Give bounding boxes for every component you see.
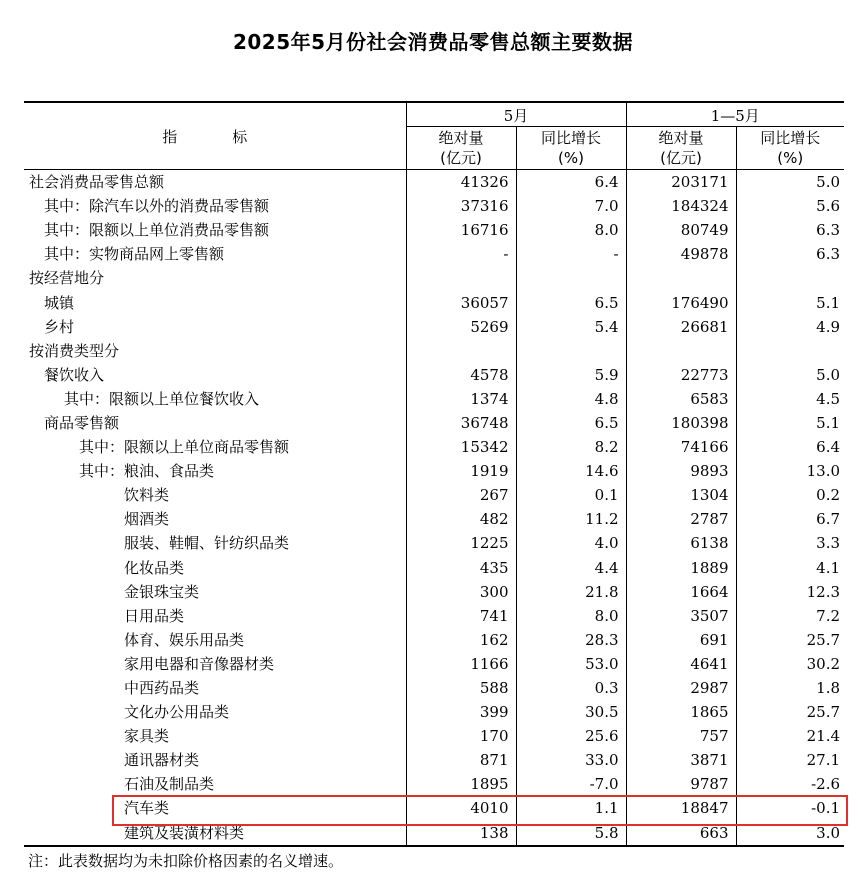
ytd-abs-header: 绝对量 (亿元) xyxy=(626,127,736,170)
month-abs-cell: 16716 xyxy=(406,218,516,242)
ytd-abs-cell: 203171 xyxy=(626,170,736,195)
month-abs-cell: 138 xyxy=(406,821,516,846)
month-yoy-cell: 25.6 xyxy=(516,724,626,748)
ytd-abs-cell: 176490 xyxy=(626,290,736,314)
ytd-yoy-cell: 25.7 xyxy=(806,703,841,722)
row-label: 体育、娱乐用品类 xyxy=(24,628,406,652)
month-abs-cell: 37316 xyxy=(406,194,516,218)
month-abs-cell: 4578 xyxy=(406,363,516,387)
ytd-group-header: 1—5月 xyxy=(626,102,844,127)
retail-sales-table xyxy=(24,101,844,847)
row-label: 化妆品类 xyxy=(24,556,406,580)
table-row xyxy=(24,676,844,700)
row-label: 其中：除汽车以外的消费品零售额 xyxy=(24,194,406,218)
ytd-yoy-cell: 3.3 xyxy=(816,534,841,553)
month-yoy-cell: - xyxy=(516,242,626,266)
month-abs-cell: 15342 xyxy=(406,435,516,459)
ytd-abs-cell: 6138 xyxy=(626,531,736,555)
row-label: 商品零售额 xyxy=(24,411,406,435)
row-label: 其中：限额以上单位消费品零售额 xyxy=(24,218,406,242)
ytd-yoy-cell: 12.3 xyxy=(806,582,841,601)
month-yoy-cell: 28.3 xyxy=(516,628,626,652)
month-yoy-cell: 4.8 xyxy=(516,387,626,411)
ytd-yoy-cell: 4.1 xyxy=(816,558,841,577)
row-label: 汽车类 xyxy=(24,796,406,820)
table-row xyxy=(24,628,844,652)
month-abs-cell: 741 xyxy=(406,604,516,628)
ytd-yoy-cell: 6.3 xyxy=(816,221,841,240)
table-row-highlighted xyxy=(24,796,844,820)
ytd-abs-cell: 1304 xyxy=(626,483,736,507)
month-yoy-cell: 21.8 xyxy=(516,580,626,604)
indicator-header: 指 标 xyxy=(24,102,406,170)
table-row xyxy=(24,170,844,195)
month-yoy-cell: 5.9 xyxy=(516,363,626,387)
ytd-yoy-cell: 4.9 xyxy=(816,317,841,336)
ytd-yoy-cell: 6.7 xyxy=(816,510,841,529)
row-label: 服装、鞋帽、针纺织品类 xyxy=(24,531,406,555)
month-abs-cell: 5269 xyxy=(406,315,516,339)
month-yoy-cell: 8.0 xyxy=(516,218,626,242)
ytd-yoy-header: 同比增长 (%) xyxy=(736,127,844,170)
table-row xyxy=(24,218,844,242)
month-yoy-cell: 0.3 xyxy=(516,676,626,700)
row-label: 餐饮收入 xyxy=(24,363,406,387)
month-yoy-cell: 1.1 xyxy=(516,796,626,820)
page-title: 2025年5月份社会消费品零售总额主要数据 xyxy=(232,30,634,54)
month-abs-cell: 1166 xyxy=(406,652,516,676)
month-abs-cell: 1374 xyxy=(406,387,516,411)
month-abs-cell: 162 xyxy=(406,628,516,652)
ytd-abs-cell: 663 xyxy=(626,821,736,846)
row-label: 城镇 xyxy=(24,290,406,314)
month-yoy-cell: 5.4 xyxy=(516,315,626,339)
month-yoy-cell: 53.0 xyxy=(516,652,626,676)
ytd-abs-cell: 4641 xyxy=(626,652,736,676)
ytd-abs-cell: 180398 xyxy=(626,411,736,435)
month-abs-cell: 4010 xyxy=(406,796,516,820)
month-yoy-cell: 0.1 xyxy=(516,483,626,507)
section-label: 按消费类型分 xyxy=(24,339,406,363)
month-yoy-cell: 6.5 xyxy=(516,411,626,435)
month-abs-cell: 300 xyxy=(406,580,516,604)
row-label: 其中：粮油、食品类 xyxy=(24,459,406,483)
table-row xyxy=(24,604,844,628)
ytd-abs-cell: 184324 xyxy=(626,194,736,218)
table-row xyxy=(24,556,844,580)
month-abs-cell xyxy=(406,339,516,363)
ytd-abs-cell xyxy=(626,266,736,290)
table-row xyxy=(24,580,844,604)
ytd-abs-cell: 1865 xyxy=(626,700,736,724)
row-label: 文化办公用品类 xyxy=(24,700,406,724)
ytd-yoy-cell: 5.0 xyxy=(816,365,841,384)
ytd-abs-cell: 691 xyxy=(626,628,736,652)
ytd-abs-cell: 9893 xyxy=(626,459,736,483)
table-row xyxy=(24,411,844,435)
ytd-abs-cell: 2987 xyxy=(626,676,736,700)
month-group-header: 5月 xyxy=(406,102,626,127)
ytd-yoy-cell: 5.6 xyxy=(816,197,841,216)
month-abs-cell: 588 xyxy=(406,676,516,700)
ytd-yoy-cell: 0.2 xyxy=(816,486,841,505)
row-label: 烟酒类 xyxy=(24,507,406,531)
ytd-abs-cell: 22773 xyxy=(626,363,736,387)
row-label: 其中：实物商品网上零售额 xyxy=(24,242,406,266)
ytd-yoy-cell: 30.2 xyxy=(806,654,841,673)
month-abs-cell: 267 xyxy=(406,483,516,507)
ytd-yoy-cell: 5.1 xyxy=(816,293,841,312)
month-abs-cell: 170 xyxy=(406,724,516,748)
table-row xyxy=(24,435,844,459)
month-yoy-cell: 6.5 xyxy=(516,290,626,314)
table-row xyxy=(24,772,844,796)
ytd-yoy-cell: -2.6 xyxy=(811,775,841,794)
section-label: 按经营地分 xyxy=(24,266,406,290)
ytd-yoy-cell: 1.8 xyxy=(816,679,841,698)
ytd-yoy-cell: -0.1 xyxy=(811,799,841,818)
row-label: 中西药品类 xyxy=(24,676,406,700)
month-yoy-cell xyxy=(516,339,626,363)
ytd-yoy-cell: 25.7 xyxy=(806,630,841,649)
ytd-abs-cell: 757 xyxy=(626,724,736,748)
month-yoy-cell: 30.5 xyxy=(516,700,626,724)
ytd-abs-cell: 26681 xyxy=(626,315,736,339)
table-row xyxy=(24,507,844,531)
month-yoy-header: 同比增长 (%) xyxy=(516,127,626,170)
month-abs-cell: 36748 xyxy=(406,411,516,435)
month-yoy-cell: 7.0 xyxy=(516,194,626,218)
month-yoy-cell: 8.2 xyxy=(516,435,626,459)
table-row xyxy=(24,459,844,483)
ytd-yoy-cell: 7.2 xyxy=(816,606,841,625)
month-abs-cell: 1919 xyxy=(406,459,516,483)
month-yoy-cell xyxy=(516,266,626,290)
table-row xyxy=(24,387,844,411)
row-label: 其中：限额以上单位商品零售额 xyxy=(24,435,406,459)
table-row xyxy=(24,821,844,846)
ytd-abs-cell: 1889 xyxy=(626,556,736,580)
month-yoy-cell: -7.0 xyxy=(516,772,626,796)
month-abs-cell: 435 xyxy=(406,556,516,580)
month-abs-cell: 482 xyxy=(406,507,516,531)
ytd-abs-cell: 80749 xyxy=(626,218,736,242)
month-yoy-cell: 4.0 xyxy=(516,531,626,555)
table-row xyxy=(24,290,844,314)
ytd-yoy-cell: 5.1 xyxy=(816,413,841,432)
row-label: 家用电器和音像器材类 xyxy=(24,652,406,676)
month-abs-header: 绝对量 (亿元) xyxy=(406,127,516,170)
row-label: 通讯器材类 xyxy=(24,748,406,772)
footnote: 注：此表数据均为未扣除价格因素的名义增速。 xyxy=(28,852,344,870)
month-yoy-cell: 8.0 xyxy=(516,604,626,628)
ytd-abs-cell: 9787 xyxy=(626,772,736,796)
ytd-yoy-cell: 4.5 xyxy=(816,389,841,408)
row-label: 日用品类 xyxy=(24,604,406,628)
table-row xyxy=(24,194,844,218)
ytd-yoy-cell: 21.4 xyxy=(806,727,841,746)
row-label: 金银珠宝类 xyxy=(24,580,406,604)
table-row xyxy=(24,242,844,266)
table-row xyxy=(24,748,844,772)
row-label: 石油及制品类 xyxy=(24,772,406,796)
ytd-yoy-cell: 6.4 xyxy=(816,438,841,457)
row-label: 其中：限额以上单位餐饮收入 xyxy=(24,387,406,411)
ytd-yoy-cell: 13.0 xyxy=(806,462,841,481)
ytd-yoy-cell: 3.0 xyxy=(736,821,844,846)
month-abs-cell: 871 xyxy=(406,748,516,772)
ytd-abs-cell: 3507 xyxy=(626,604,736,628)
ytd-yoy-cell xyxy=(736,339,844,363)
row-label: 乡村 xyxy=(24,315,406,339)
table-row xyxy=(24,531,844,555)
table-row xyxy=(24,724,844,748)
table-row xyxy=(24,315,844,339)
month-yoy-cell: 11.2 xyxy=(516,507,626,531)
row-label: 社会消费品零售总额 xyxy=(24,170,406,195)
month-abs-cell: 1225 xyxy=(406,531,516,555)
month-abs-cell xyxy=(406,266,516,290)
month-abs-cell: 1895 xyxy=(406,772,516,796)
month-abs-cell: 36057 xyxy=(406,290,516,314)
month-abs-cell: - xyxy=(406,242,516,266)
ytd-abs-cell: 49878 xyxy=(626,242,736,266)
ytd-abs-cell xyxy=(626,339,736,363)
table-row xyxy=(24,339,844,363)
table-row xyxy=(24,652,844,676)
ytd-abs-cell: 6583 xyxy=(626,387,736,411)
ytd-yoy-cell: 5.0 xyxy=(816,173,841,192)
table-row xyxy=(24,266,844,290)
table-row xyxy=(24,700,844,724)
ytd-abs-cell: 74166 xyxy=(626,435,736,459)
ytd-abs-cell: 18847 xyxy=(626,796,736,820)
table-row xyxy=(24,363,844,387)
row-label: 饮料类 xyxy=(24,483,406,507)
month-yoy-cell: 6.4 xyxy=(516,170,626,195)
ytd-abs-cell: 1664 xyxy=(626,580,736,604)
ytd-yoy-cell xyxy=(736,266,844,290)
ytd-yoy-cell: 6.3 xyxy=(816,245,841,264)
month-abs-cell: 41326 xyxy=(406,170,516,195)
month-yoy-cell: 14.6 xyxy=(516,459,626,483)
table-row xyxy=(24,483,844,507)
ytd-yoy-cell: 27.1 xyxy=(806,751,841,770)
month-abs-cell: 399 xyxy=(406,700,516,724)
ytd-abs-cell: 3871 xyxy=(626,748,736,772)
row-label: 建筑及装潢材料类 xyxy=(24,821,406,846)
ytd-abs-cell: 2787 xyxy=(626,507,736,531)
month-yoy-cell: 33.0 xyxy=(516,748,626,772)
month-yoy-cell: 5.8 xyxy=(516,821,626,846)
row-label: 家具类 xyxy=(24,724,406,748)
month-yoy-cell: 4.4 xyxy=(516,556,626,580)
